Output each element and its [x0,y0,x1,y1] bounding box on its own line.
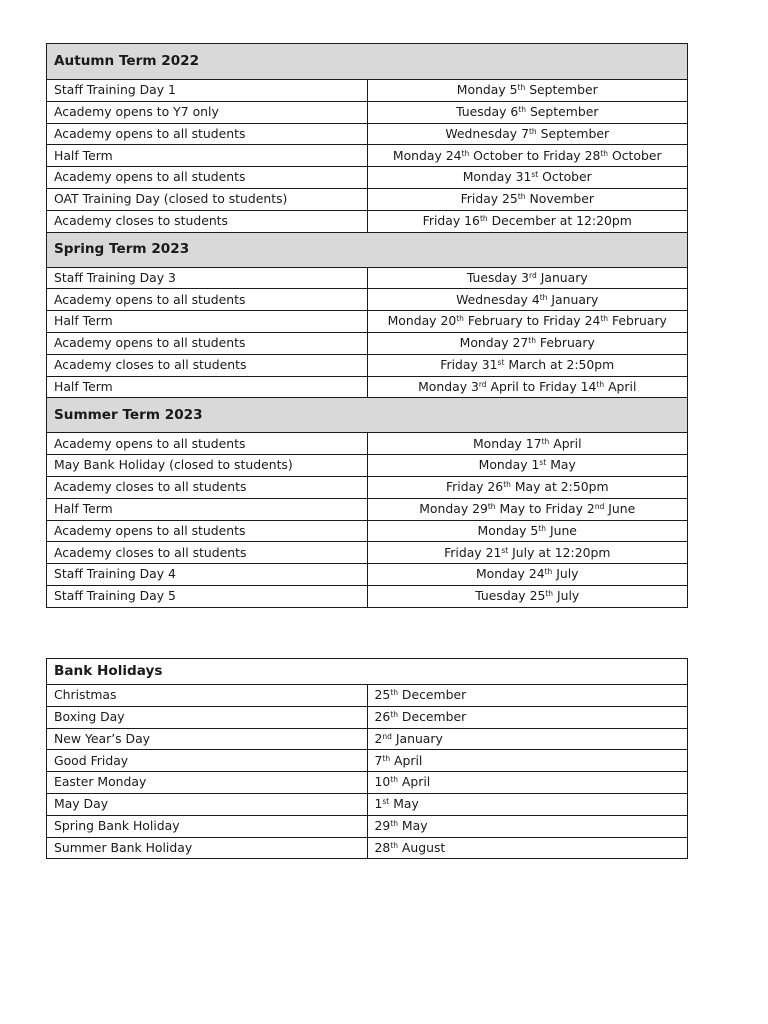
ordinal-suffix: th [390,688,398,698]
table-row [47,332,688,354]
event-cell: New Year’s Day [47,728,368,750]
table-row [47,455,688,477]
ordinal-suffix: rd [478,379,487,389]
date-text: August [397,839,446,855]
table-row [47,542,688,564]
date-text: Wednesday 7 [445,125,529,141]
event-cell: Academy closes to all students [47,542,368,564]
event-cell: Summer Bank Holiday [47,837,368,859]
event-cell: Good Friday [47,750,368,772]
table-row [47,311,688,333]
ordinal-suffix: th [517,83,526,93]
date-text: October to Friday 28 [469,147,601,163]
date-text: May at 2:50pm [510,479,609,495]
ordinal-suffix: th [545,589,554,599]
ordinal-suffix: st [539,458,547,468]
date-text: April [549,435,582,451]
event-cell: Academy opens to all students [47,289,368,311]
table-row [47,433,688,455]
date-text: April [397,774,431,790]
table-row [47,167,688,189]
ordinal-suffix: th [390,709,398,719]
date-text: December at 12:20pm [487,212,632,228]
ordinal-suffix: th [390,775,398,785]
section-header-row [47,232,688,267]
date-cell [367,311,688,333]
date-text: Wednesday 4 [456,291,540,307]
table-row [47,585,688,607]
ordinal-suffix: rd [529,270,537,280]
ordinal-suffix: th [596,379,605,389]
date-text: April [390,752,423,768]
date-cell [367,585,688,607]
ordinal-suffix: th [390,840,398,850]
table-row [47,376,688,398]
event-cell: Staff Training Day 4 [47,564,368,586]
date-text: September [526,103,599,119]
event-cell: Academy opens to all students [47,123,368,145]
event-cell: OAT Training Day (closed to students) [47,188,368,210]
table-row [47,837,688,859]
date-text: February [535,335,595,351]
section-header-row [47,398,688,433]
event-cell: Academy closes to all students [47,354,368,376]
date-cell [367,750,688,772]
table-row [47,123,688,145]
ordinal-suffix: st [382,797,390,807]
section-title: Autumn Term 2022 [47,44,688,80]
date-cell [367,564,688,586]
ordinal-suffix: th [541,436,550,446]
date-text: 7 [374,752,383,768]
date-cell [367,210,688,232]
table-row [47,101,688,123]
date-text: 10 [374,774,391,790]
event-cell: Staff Training Day 1 [47,80,368,102]
date-cell [367,455,688,477]
event-cell: Academy opens to all students [47,520,368,542]
date-text: Monday 5 [456,82,518,98]
date-cell [367,289,688,311]
event-cell: Boxing Day [47,706,368,728]
date-text: Friday 26 [445,479,504,495]
ordinal-suffix: th [456,314,464,324]
date-cell [367,476,688,498]
table-row [47,289,688,311]
date-text: December [397,687,467,703]
date-text: Monday 17 [472,435,542,451]
date-text: October [608,147,662,163]
ordinal-suffix: th [390,818,398,828]
ordinal-suffix: nd [594,501,605,511]
date-text: July [552,566,579,582]
ordinal-suffix: th [461,148,470,158]
ordinal-suffix: th [518,104,526,114]
ordinal-suffix: th [544,567,553,577]
date-cell [367,793,688,815]
date-text: July [553,588,580,604]
ordinal-suffix: th [382,753,391,763]
ordinal-suffix: nd [382,731,392,741]
date-text: Tuesday 6 [456,103,519,119]
date-cell [367,332,688,354]
term-dates-table [46,43,688,608]
table-row [47,267,688,289]
event-cell: May Day [47,793,368,815]
ordinal-suffix: th [528,126,537,136]
event-cell: Academy opens to all students [47,332,368,354]
date-text: Monday 1 [478,457,540,473]
date-text: June [604,500,636,516]
ordinal-suffix: st [501,545,509,555]
event-cell: Academy opens to Y7 only [47,101,368,123]
date-cell [367,815,688,837]
table-row [47,793,688,815]
date-text: September [536,125,610,141]
ordinal-suffix: th [538,523,546,533]
event-cell: Half Term [47,145,368,167]
table-row [47,685,688,707]
table-row [47,80,688,102]
ordinal-suffix: th [517,192,526,202]
date-text: September [525,82,598,98]
event-cell: Spring Bank Holiday [47,815,368,837]
event-cell: Academy closes to all students [47,476,368,498]
ordinal-suffix: th [503,480,511,490]
date-text: Monday 5 [477,522,539,538]
date-text: Monday 20 [387,313,457,329]
date-text: July at 12:20pm [508,544,611,560]
date-text: Monday 24 [475,566,545,582]
date-text: May [546,457,576,473]
date-cell [367,433,688,455]
date-cell [367,728,688,750]
event-cell: Half Term [47,311,368,333]
event-cell: Half Term [47,498,368,520]
date-text: November [525,191,594,207]
event-cell: Easter Monday [47,772,368,794]
event-cell: May Bank Holiday (closed to students) [47,455,368,477]
date-text: Monday 29 [419,500,488,516]
date-text: April [604,378,637,394]
date-cell [367,167,688,189]
section-header-row [47,659,688,685]
table-row [47,188,688,210]
date-text: Tuesday 3 [466,269,530,285]
date-text: May [397,817,428,833]
event-cell: Christmas [47,685,368,707]
table-row [47,520,688,542]
ordinal-suffix: st [531,170,539,180]
table-row [47,564,688,586]
section-title: Spring Term 2023 [47,232,688,267]
table-row [47,706,688,728]
date-cell [367,354,688,376]
date-text: February [608,313,667,329]
table-row [47,750,688,772]
section-title: Summer Term 2023 [47,398,688,433]
ordinal-suffix: th [479,213,488,223]
ordinal-suffix: th [487,501,496,511]
date-text: Friday 21 [444,544,502,560]
ordinal-suffix: th [600,314,609,324]
date-text: June [546,522,577,538]
ordinal-suffix: th [539,292,548,302]
date-cell [367,706,688,728]
date-text: Friday 31 [440,356,498,372]
date-text: March at 2:50pm [504,356,615,372]
event-cell: Staff Training Day 5 [47,585,368,607]
section-header-row [47,44,688,80]
date-cell [367,101,688,123]
table-row [47,772,688,794]
ordinal-suffix: th [600,148,609,158]
date-cell [367,685,688,707]
date-text: 28 [374,839,391,855]
date-cell [367,188,688,210]
date-cell [367,542,688,564]
date-cell [367,123,688,145]
date-cell [367,520,688,542]
date-text: Monday 27 [459,335,529,351]
date-text: January [536,269,588,285]
event-cell: Staff Training Day 3 [47,267,368,289]
date-cell [367,498,688,520]
date-text: May to Friday 2 [495,500,595,516]
date-text: Friday 25 [460,191,518,207]
ordinal-suffix: st [497,357,505,367]
date-cell [367,772,688,794]
date-text: 29 [374,817,391,833]
event-cell: Academy closes to students [47,210,368,232]
table-row [47,728,688,750]
table-row [47,145,688,167]
date-cell [367,837,688,859]
date-text: 25 [374,687,391,703]
event-cell: Academy opens to all students [47,167,368,189]
section-title: Bank Holidays [47,659,688,685]
date-text: May [389,796,419,812]
table-row [47,210,688,232]
event-cell: Academy opens to all students [47,433,368,455]
table-row [47,498,688,520]
table-row [47,354,688,376]
date-text: 26 [374,708,391,724]
date-text: 1 [374,796,383,812]
date-text: Monday 24 [392,147,462,163]
date-text: October [538,169,592,185]
date-text: 2 [374,730,383,746]
bank-holidays-table [46,658,688,859]
date-text: April to Friday 14 [486,378,597,394]
date-text: January [547,291,599,307]
date-cell [367,376,688,398]
date-text: Monday 31 [462,169,532,185]
table-row [47,476,688,498]
date-cell [367,267,688,289]
ordinal-suffix: th [528,336,536,346]
date-cell [367,80,688,102]
table-row [47,815,688,837]
date-text: December [397,708,467,724]
date-cell [367,145,688,167]
date-text: Tuesday 25 [475,588,546,604]
date-text: January [391,730,443,746]
date-text: Friday 16 [422,212,480,228]
date-text: Monday 3 [418,378,479,394]
event-cell: Half Term [47,376,368,398]
date-text: February to Friday 24 [463,313,601,329]
